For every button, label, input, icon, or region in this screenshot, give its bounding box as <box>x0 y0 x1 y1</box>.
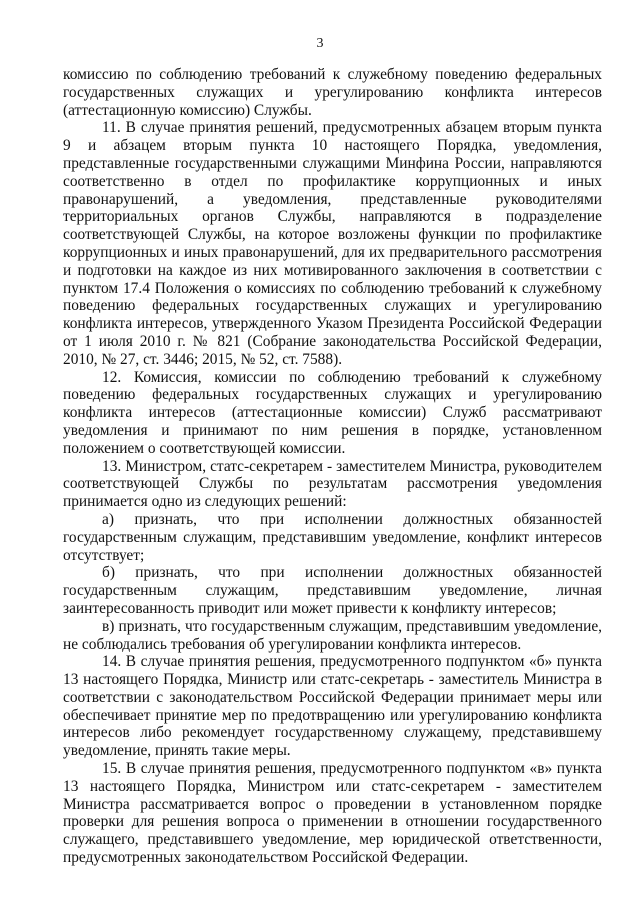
paragraph-13: 13. Министром, статс-секретарем - заместителем Министра, руководителем соответствующей Службы по результатам рассмотрения уведомления принимается одно из следующих решений: <box>63 457 602 511</box>
paragraph-13-v: в) признать, что государственным служащим, представившим уведомление, не соблюдались требования об урегулировании конфликта интересов. <box>63 617 602 653</box>
page-number: 3 <box>316 36 324 51</box>
paragraph-15: 15. В случае принятия решения, предусмотренного подпунктом «в» пункта 13 настоящего Порядка, Министром или статс-секретарем - заместителем Министра рассматривается вопрос о проведении в установленном порядке проверки для решения вопроса о применении в отношении государственного служащего, представившего уведомление, мер юридической ответственности, предусмотренных законодательством Российской Федерации. <box>63 760 602 867</box>
paragraph-12: 12. Комиссия, комиссии по соблюдению требований к служебному поведению федеральных государственных служащих и урегулированию конфликта интересов (аттестационные комиссии) Служб рассматривают уведомления и принимают по ним решения в порядке, установленном положением о соответствующей комиссии. <box>63 368 602 457</box>
paragraph-continuation: комиссию по соблюдению требований к служебному поведению федеральных государственных служащих и урегулированию конфликта интересов (аттестационную комиссию) Службы. <box>63 66 602 119</box>
paragraph-13-a: а) признать, что при исполнении должностных обязанностей государственным служащим, представившим уведомление, конфликт интересов отсутствует; <box>63 510 602 564</box>
paragraph-13-b: б) признать, что при исполнении должностных обязанностей государственным служащим, представившим уведомление, личная заинтересованность приводит или может привести к конфликту интересов; <box>63 564 602 617</box>
document-body <box>63 66 602 867</box>
paragraph-14: 14. В случае принятия решения, предусмотренного подпунктом «б» пункта 13 настоящего Порядка, Министр или статс-секретарь - заместитель Министра в соответствии с законодательством Российской Федерации принимает меры или обеспечивает принятие мер по предотвращению или урегулированию конфликта интересов либо рекомендует государственному служащему, представившему уведомление, принять такие меры. <box>63 653 602 760</box>
paragraph-11: 11. В случае принятия решений, предусмотренных абзацем вторым пункта 9 и абзацем вторым пункта 10 настоящего Порядка, уведомления, представленные государственными служащими Минфина России, направляются соответственно в отдел по профилактике коррупционных и иных правонарушений, а уведомления, представленные руководителями территориальных органов Службы, направляются в подразделение соответствующей Службы, на которое возложены функции по профилактике коррупционных и иных правонарушений, для их предварительного рассмотрения и подготовки на каждое из них мотивированного заключения в соответствии с пунктом 17.4 Положения о комиссиях по соблюдению требований к служебному поведению федеральных государственных служащих и урегулированию конфликта интересов, утвержденного Указом Президента Российской Федерации от 1 июля 2010 г. № 821 (Собрание законодательства Российской Федерации, 2010, № 27, ст. 3446; 2015, № 52, ст. 7588). <box>63 119 602 368</box>
